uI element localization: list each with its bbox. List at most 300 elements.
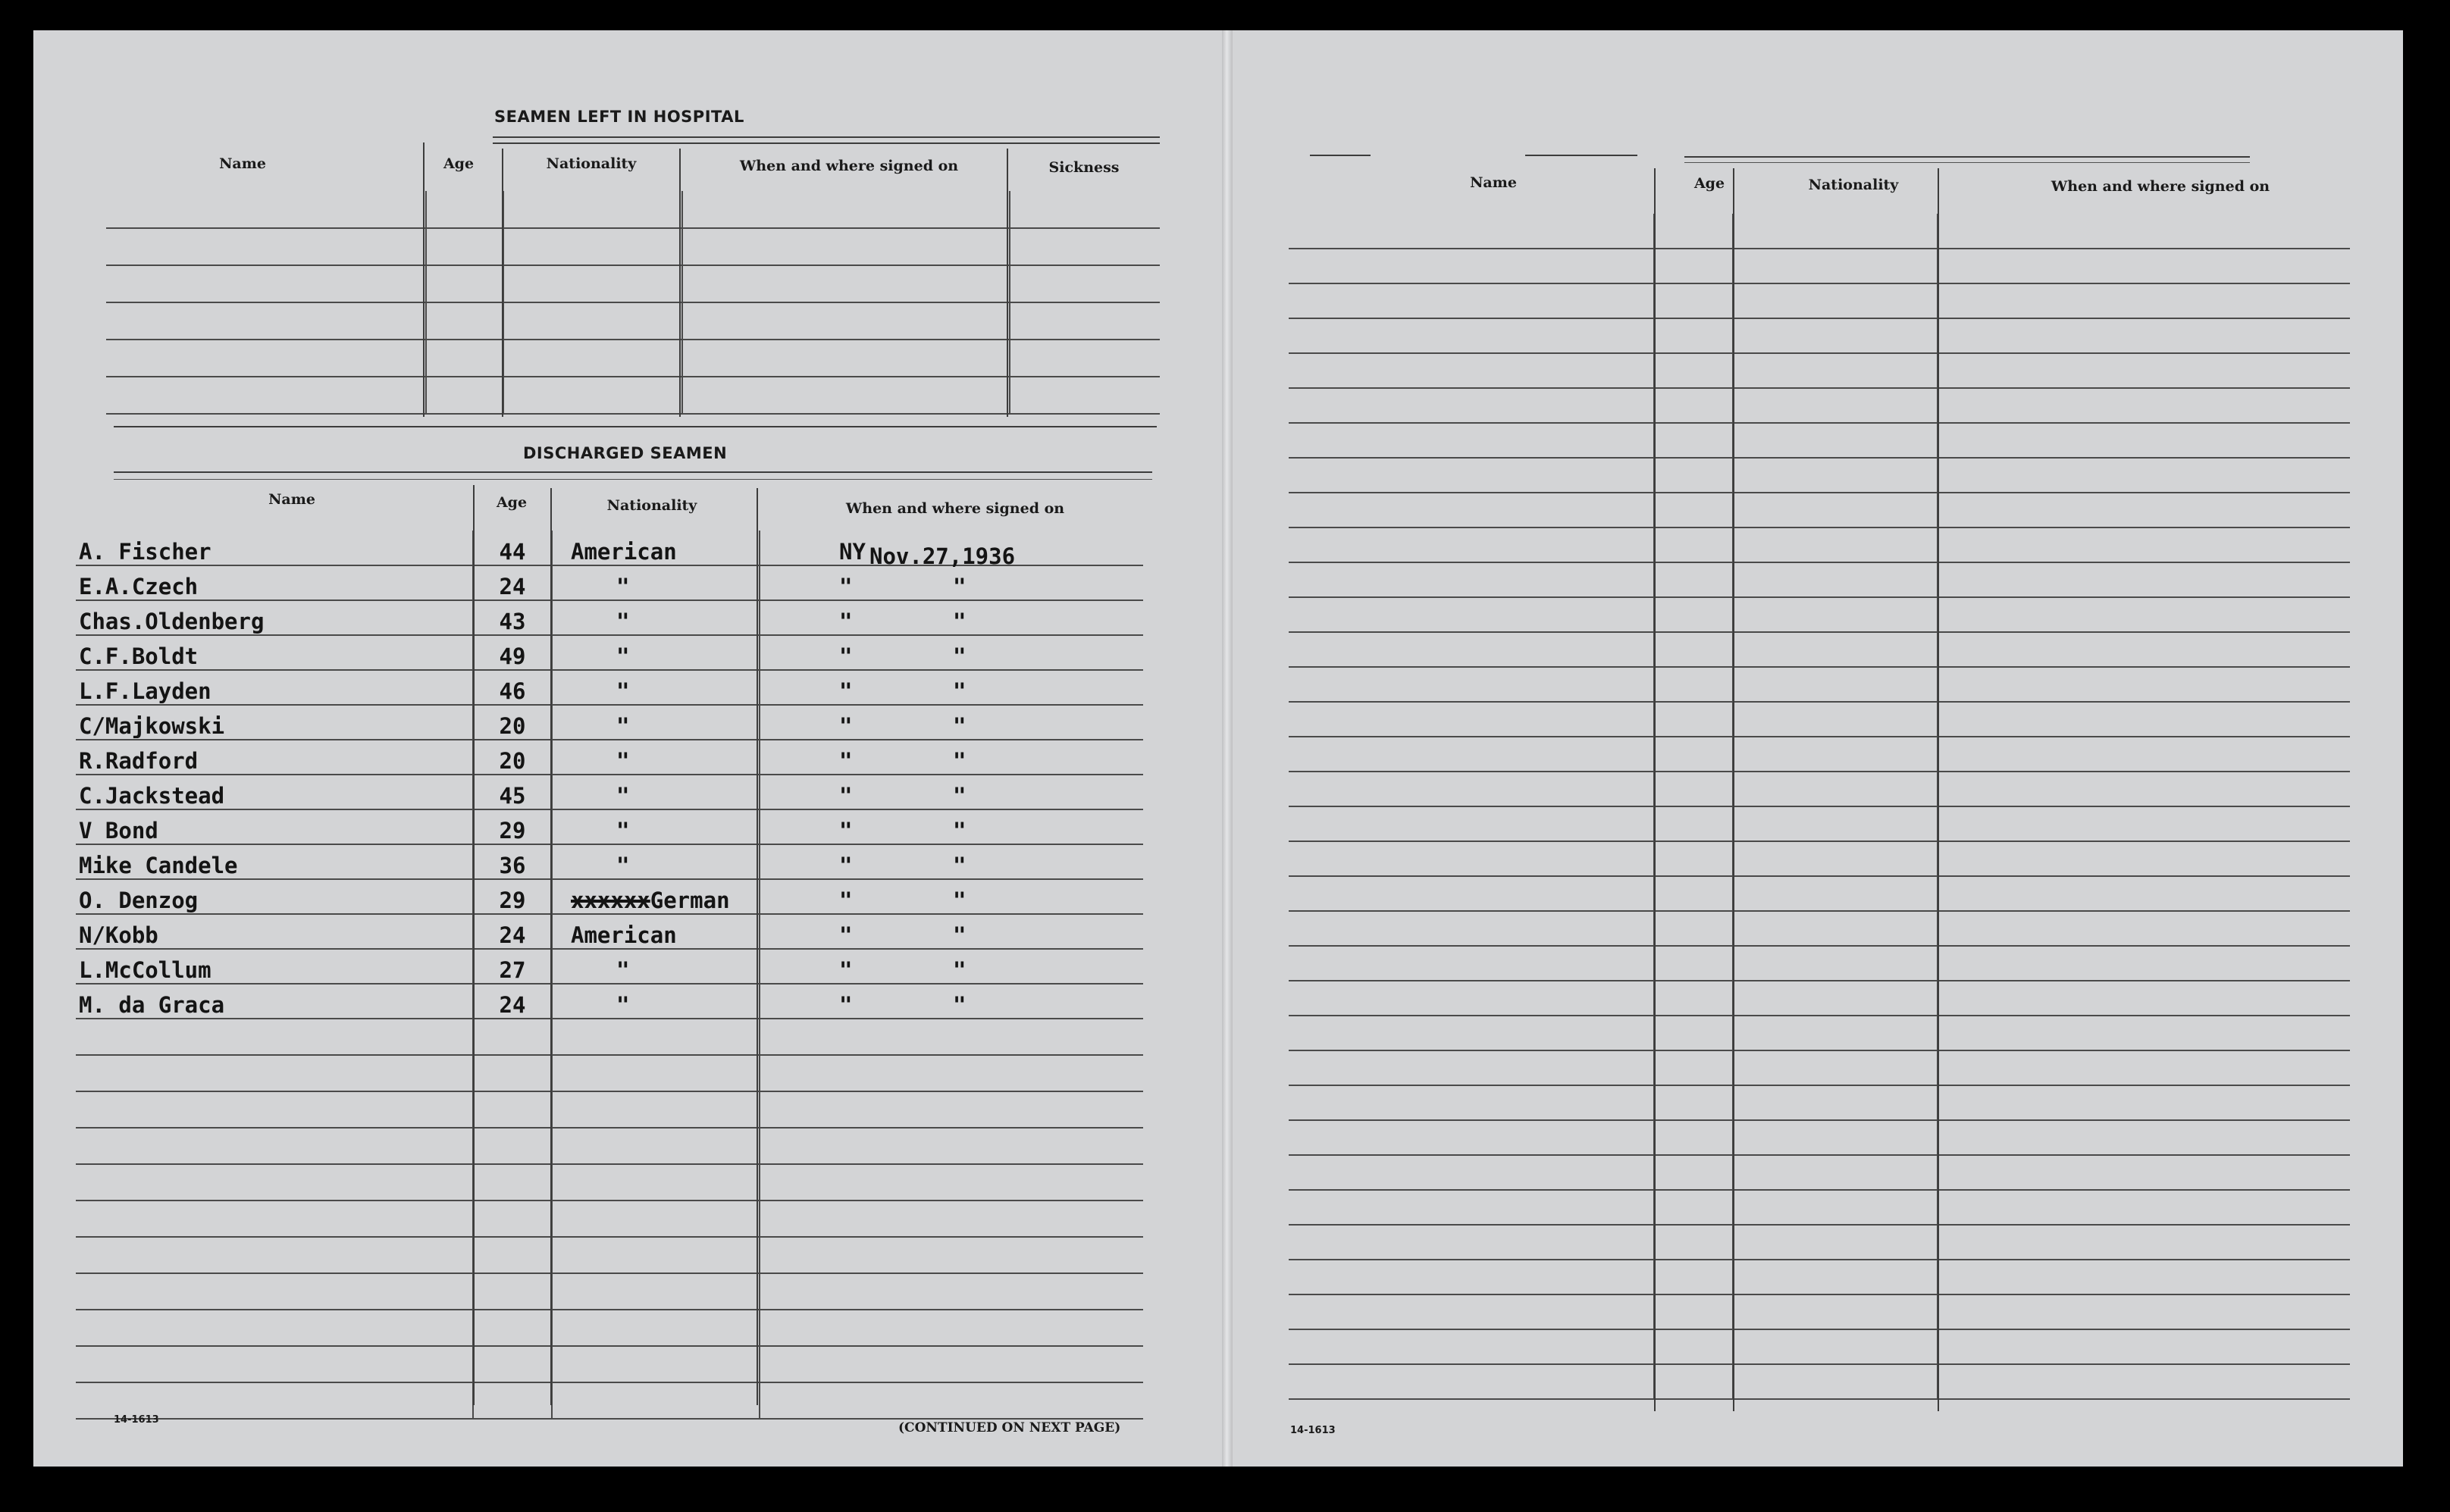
blank-cell <box>1938 1016 2350 1050</box>
blank-cell <box>1289 876 1654 911</box>
hospital-cell <box>503 340 682 377</box>
right-header-signed-on: When and where signed on <box>2051 178 2270 195</box>
blank-cell <box>1938 1364 2350 1399</box>
blank-row <box>1289 1225 2350 1260</box>
signed-on-place: " <box>839 887 853 913</box>
hospital-header-age: Age <box>443 155 475 172</box>
blank-cell <box>1654 1294 1733 1329</box>
seaman-name: R.Radford <box>76 740 473 775</box>
signed-on <box>760 879 1143 914</box>
hospital-header-sickness: Sickness <box>1048 159 1120 176</box>
blank-cell <box>760 1237 1143 1273</box>
blank-cell <box>1733 946 1938 981</box>
blank-cell <box>1654 911 1733 946</box>
blank-row <box>76 1310 1143 1346</box>
blank-cell <box>1733 667 1938 702</box>
hospital-header-signed-on: When and where signed on <box>739 158 959 174</box>
signed-on <box>760 531 1143 569</box>
blank-cell <box>473 1346 552 1382</box>
blank-cell <box>1938 388 2350 423</box>
blank-cell <box>1733 562 1938 597</box>
blank-row <box>1289 458 2350 493</box>
discharged-top-rule-2 <box>114 479 1152 480</box>
blank-cell <box>76 1091 473 1128</box>
blank-cell <box>552 1164 760 1201</box>
blank-row <box>1289 597 2350 632</box>
blank-cell <box>473 1055 552 1091</box>
signed-on <box>760 914 1143 949</box>
signed-on <box>760 844 1143 879</box>
nationality-value: American <box>571 922 677 948</box>
seaman-nationality <box>552 600 760 635</box>
blank-row <box>76 1346 1143 1382</box>
blank-cell <box>1289 1225 1654 1260</box>
discharged-header-name: Name <box>268 491 315 508</box>
blank-cell <box>760 1164 1143 1201</box>
signed-on-date: " <box>953 922 967 948</box>
blank-row <box>1289 876 2350 911</box>
blank-cell <box>1289 632 1654 667</box>
blank-cell <box>1733 1329 1938 1364</box>
blank-row <box>1289 527 2350 562</box>
signed-on-date: " <box>953 643 967 669</box>
signed-on-place: " <box>839 609 853 634</box>
signed-on-date: " <box>953 957 967 983</box>
right-top-dash-2 <box>1525 155 1637 156</box>
blank-cell <box>76 1128 473 1164</box>
blank-cell <box>1733 214 1938 249</box>
blank-cell <box>1938 1329 2350 1364</box>
blank-cell <box>1938 772 2350 806</box>
blank-row <box>76 1091 1143 1128</box>
seaman-name: E.A.Czech <box>76 565 473 600</box>
blank-cell <box>1289 388 1654 423</box>
blank-cell <box>760 1055 1143 1091</box>
signed-on-date: " <box>953 853 967 878</box>
blank-cell <box>1654 806 1733 841</box>
seaman-nationality <box>552 635 760 670</box>
blank-cell <box>552 1055 760 1091</box>
seaman-name: A. Fischer <box>76 531 473 565</box>
blank-cell <box>1733 702 1938 737</box>
blank-cell <box>473 1019 552 1055</box>
blank-row <box>1289 1016 2350 1050</box>
nationality-value: " <box>616 678 630 704</box>
blank-row <box>1289 283 2350 318</box>
nationality-value: " <box>616 574 630 599</box>
blank-cell <box>1654 458 1733 493</box>
blank-cell <box>1938 632 2350 667</box>
signed-on-place: " <box>839 957 853 983</box>
blank-cell <box>473 1091 552 1128</box>
hospital-cell <box>106 191 426 228</box>
seaman-nationality <box>552 984 760 1019</box>
blank-cell <box>1938 353 2350 388</box>
seaman-name: O. Denzog <box>76 879 473 914</box>
blank-cell <box>1289 1329 1654 1364</box>
signed-on-date: " <box>953 783 967 809</box>
nationality-value: " <box>616 992 630 1018</box>
hospital-cell <box>682 302 1010 340</box>
discharged-vline-3 <box>757 488 758 1405</box>
blank-cell <box>1733 249 1938 283</box>
blank-cell <box>1289 911 1654 946</box>
signed-on-date: " <box>953 887 967 913</box>
hospital-top-rule-2 <box>493 142 1160 144</box>
blank-cell <box>1938 911 2350 946</box>
hospital-vline-2 <box>502 149 503 417</box>
blank-cell <box>1733 772 1938 806</box>
signed-on-place: " <box>839 713 853 739</box>
hospital-row <box>106 228 1160 265</box>
blank-row <box>1289 1120 2350 1155</box>
blank-cell <box>1289 562 1654 597</box>
hospital-row <box>106 340 1160 377</box>
table-row <box>76 531 1143 565</box>
blank-cell <box>1289 981 1654 1016</box>
blank-cell <box>1654 388 1733 423</box>
blank-cell <box>1733 353 1938 388</box>
blank-cell <box>1733 841 1938 876</box>
seaman-name: M. da Graca <box>76 984 473 1019</box>
hospital-header-name: Name <box>219 155 266 172</box>
seaman-name: L.McCollum <box>76 949 473 984</box>
hospital-cell <box>106 302 426 340</box>
blank-cell <box>1654 527 1733 562</box>
blank-cell <box>1289 318 1654 353</box>
blank-row <box>1289 772 2350 806</box>
signed-on-place: " <box>839 678 853 704</box>
blank-cell <box>552 1310 760 1346</box>
seaman-age: 36 <box>473 844 552 879</box>
signed-on-place: " <box>839 922 853 948</box>
blank-cell <box>1733 876 1938 911</box>
blank-cell <box>1733 632 1938 667</box>
blank-cell <box>1733 737 1938 772</box>
blank-cell <box>760 1273 1143 1310</box>
seaman-nationality <box>552 565 760 600</box>
blank-cell <box>1289 702 1654 737</box>
signed-on-place: NY <box>839 539 866 565</box>
hospital-vline-3 <box>679 149 681 417</box>
blank-row <box>1289 493 2350 527</box>
seaman-age: 43 <box>473 600 552 635</box>
blank-cell <box>1654 702 1733 737</box>
hospital-cell <box>503 265 682 302</box>
right-table <box>1289 214 2350 1400</box>
blank-row <box>1289 667 2350 702</box>
blank-row <box>1289 841 2350 876</box>
right-vline-1 <box>1654 168 1656 1411</box>
blank-cell <box>1654 214 1733 249</box>
blank-cell <box>473 1201 552 1237</box>
blank-cell <box>1289 597 1654 632</box>
nationality-value: " <box>616 957 630 983</box>
blank-cell <box>1289 1016 1654 1050</box>
blank-cell <box>1654 1155 1733 1190</box>
nationality-value: American <box>571 539 677 565</box>
blank-cell <box>1733 527 1938 562</box>
blank-row <box>1289 806 2350 841</box>
seaman-name: Mike Candele <box>76 844 473 879</box>
signed-on <box>760 670 1143 705</box>
seaman-nationality <box>552 705 760 740</box>
blank-cell <box>1938 214 2350 249</box>
struck-nationality: xxxxxx <box>571 887 650 913</box>
nationality-value: " <box>616 818 630 844</box>
right-top-rule <box>1684 156 2250 158</box>
blank-row <box>76 1273 1143 1310</box>
blank-cell <box>1654 423 1733 458</box>
blank-cell <box>552 1346 760 1382</box>
blank-row <box>1289 981 2350 1016</box>
right-vline-3 <box>1938 168 1939 1411</box>
seaman-age: 29 <box>473 879 552 914</box>
blank-cell <box>1654 841 1733 876</box>
blank-cell <box>552 1237 760 1273</box>
blank-cell <box>1654 1329 1733 1364</box>
blank-cell <box>473 1310 552 1346</box>
blank-row <box>1289 1294 2350 1329</box>
blank-cell <box>473 1128 552 1164</box>
blank-cell <box>1654 1260 1733 1294</box>
blank-cell <box>76 1273 473 1310</box>
blank-row <box>1289 632 2350 667</box>
nationality-value: " <box>616 713 630 739</box>
blank-cell <box>1733 388 1938 423</box>
blank-row <box>1289 946 2350 981</box>
hospital-cell <box>106 265 426 302</box>
blank-cell <box>1654 353 1733 388</box>
blank-cell <box>1733 493 1938 527</box>
hospital-header-nationality: Nationality <box>546 155 637 172</box>
blank-cell <box>1289 946 1654 981</box>
blank-row <box>76 1201 1143 1237</box>
blank-row <box>1289 1190 2350 1225</box>
blank-cell <box>1938 283 2350 318</box>
hospital-cell <box>682 340 1010 377</box>
blank-cell <box>1938 1294 2350 1329</box>
blank-cell <box>76 1201 473 1237</box>
blank-cell <box>1289 1155 1654 1190</box>
seaman-name: L.F.Layden <box>76 670 473 705</box>
blank-row <box>1289 911 2350 946</box>
right-header-name: Name <box>1470 174 1517 191</box>
signed-on <box>760 705 1143 740</box>
blank-cell <box>1938 1260 2350 1294</box>
blank-row <box>76 1164 1143 1201</box>
right-header-age: Age <box>1693 175 1725 192</box>
blank-cell <box>1289 1120 1654 1155</box>
blank-row <box>76 1237 1143 1273</box>
blank-row <box>1289 388 2350 423</box>
blank-row <box>76 1055 1143 1091</box>
seaman-nationality <box>552 949 760 984</box>
hospital-cell <box>426 377 503 414</box>
seaman-age: 49 <box>473 635 552 670</box>
blank-cell <box>1938 1225 2350 1260</box>
blank-cell <box>1654 597 1733 632</box>
seaman-age: 24 <box>473 565 552 600</box>
blank-cell <box>1289 458 1654 493</box>
blank-cell <box>552 1382 760 1419</box>
hospital-row <box>106 265 1160 302</box>
blank-cell <box>1654 667 1733 702</box>
blank-cell <box>1733 981 1938 1016</box>
seaman-age: 29 <box>473 809 552 844</box>
blank-cell <box>760 1128 1143 1164</box>
blank-cell <box>1289 493 1654 527</box>
blank-cell <box>1654 318 1733 353</box>
hospital-cell <box>682 377 1010 414</box>
hospital-cell <box>503 302 682 340</box>
signed-on <box>760 775 1143 809</box>
blank-row <box>1289 214 2350 249</box>
blank-cell <box>1654 1085 1733 1120</box>
blank-row <box>1289 1085 2350 1120</box>
blank-cell <box>1289 737 1654 772</box>
blank-cell <box>1654 1190 1733 1225</box>
blank-cell <box>76 1310 473 1346</box>
blank-cell <box>1938 249 2350 283</box>
blank-cell <box>1289 1050 1654 1085</box>
blank-cell <box>1938 423 2350 458</box>
seaman-nationality <box>552 879 760 914</box>
hospital-cell <box>426 302 503 340</box>
blank-cell <box>760 1201 1143 1237</box>
table-row <box>76 670 1143 705</box>
hospital-cell <box>1010 228 1160 265</box>
blank-row <box>1289 353 2350 388</box>
table-row <box>76 809 1143 844</box>
signed-on-date: " <box>953 748 967 774</box>
table-row <box>76 879 1143 914</box>
hospital-vline-1 <box>423 142 425 417</box>
blank-cell <box>473 1382 552 1419</box>
signed-on-date: Nov.27,1936 <box>869 543 1016 569</box>
blank-cell <box>1289 772 1654 806</box>
blank-cell <box>1938 1050 2350 1085</box>
signed-on-place: " <box>839 748 853 774</box>
blank-cell <box>1733 423 1938 458</box>
blank-cell <box>1654 283 1733 318</box>
discharged-top-rule <box>114 471 1152 473</box>
discharged-header-signed-on: When and where signed on <box>845 500 1065 517</box>
blank-cell <box>1733 1120 1938 1155</box>
blank-cell <box>1654 493 1733 527</box>
blank-row <box>1289 737 2350 772</box>
discharged-header-nationality: Nationality <box>606 497 697 514</box>
blank-cell <box>1654 876 1733 911</box>
blank-cell <box>552 1091 760 1128</box>
blank-cell <box>1938 1190 2350 1225</box>
blank-row <box>1289 1364 2350 1399</box>
hospital-cell <box>1010 377 1160 414</box>
hospital-vline-4 <box>1007 149 1008 417</box>
blank-cell <box>1938 597 2350 632</box>
seaman-name: Chas.Oldenberg <box>76 600 473 635</box>
blank-cell <box>552 1201 760 1237</box>
blank-cell <box>1938 841 2350 876</box>
discharged-header-age: Age <box>496 494 528 511</box>
blank-cell <box>1733 1155 1938 1190</box>
blank-cell <box>1733 1225 1938 1260</box>
hospital-bottom-rule <box>114 426 1157 427</box>
seaman-nationality <box>552 775 760 809</box>
blank-cell <box>1938 318 2350 353</box>
blank-cell <box>1938 1120 2350 1155</box>
signed-on-date: " <box>953 609 967 634</box>
hospital-cell <box>106 377 426 414</box>
blank-cell <box>1654 1120 1733 1155</box>
hospital-row <box>106 377 1160 414</box>
continued-note: (CONTINUED ON NEXT PAGE) <box>898 1420 1121 1435</box>
blank-cell <box>1289 423 1654 458</box>
blank-cell <box>76 1346 473 1382</box>
blank-cell <box>1733 318 1938 353</box>
seaman-age: 27 <box>473 949 552 984</box>
table-row <box>76 984 1143 1019</box>
blank-cell <box>1938 458 2350 493</box>
discharged-vline-1 <box>473 485 475 1405</box>
blank-cell <box>1289 1085 1654 1120</box>
blank-cell <box>1289 283 1654 318</box>
signed-on <box>760 809 1143 844</box>
blank-cell <box>1654 249 1733 283</box>
blank-cell <box>1289 249 1654 283</box>
seaman-nationality <box>552 531 760 565</box>
hospital-cell <box>426 228 503 265</box>
blank-cell <box>1654 1225 1733 1260</box>
seaman-nationality <box>552 670 760 705</box>
signed-on-date: " <box>953 574 967 599</box>
blank-cell <box>1654 1364 1733 1399</box>
blank-cell <box>1938 493 2350 527</box>
blank-cell <box>760 1091 1143 1128</box>
hospital-cell <box>1010 340 1160 377</box>
seaman-age: 24 <box>473 914 552 949</box>
hospital-cell <box>682 265 1010 302</box>
table-row <box>76 565 1143 600</box>
nationality-value: German <box>650 887 730 913</box>
blank-cell <box>1289 353 1654 388</box>
blank-cell <box>1289 1260 1654 1294</box>
hospital-table <box>106 191 1160 415</box>
table-row <box>76 740 1143 775</box>
hospital-section-title: SEAMEN LEFT IN HOSPITAL <box>494 108 744 126</box>
blank-row <box>76 1128 1143 1164</box>
signed-on-date: " <box>953 818 967 844</box>
blank-cell <box>1938 527 2350 562</box>
blank-cell <box>76 1237 473 1273</box>
blank-cell <box>1289 806 1654 841</box>
blank-row <box>1289 1155 2350 1190</box>
signed-on <box>760 600 1143 635</box>
hospital-row <box>106 302 1160 340</box>
blank-row <box>76 1019 1143 1055</box>
blank-cell <box>1733 1016 1938 1050</box>
blank-row <box>1289 562 2350 597</box>
blank-cell <box>1289 1364 1654 1399</box>
blank-cell <box>1733 806 1938 841</box>
seaman-nationality <box>552 740 760 775</box>
seaman-nationality <box>552 809 760 844</box>
seaman-nationality <box>552 844 760 879</box>
hospital-cell <box>426 191 503 228</box>
blank-cell <box>760 1019 1143 1055</box>
blank-cell <box>1654 632 1733 667</box>
blank-cell <box>552 1273 760 1310</box>
